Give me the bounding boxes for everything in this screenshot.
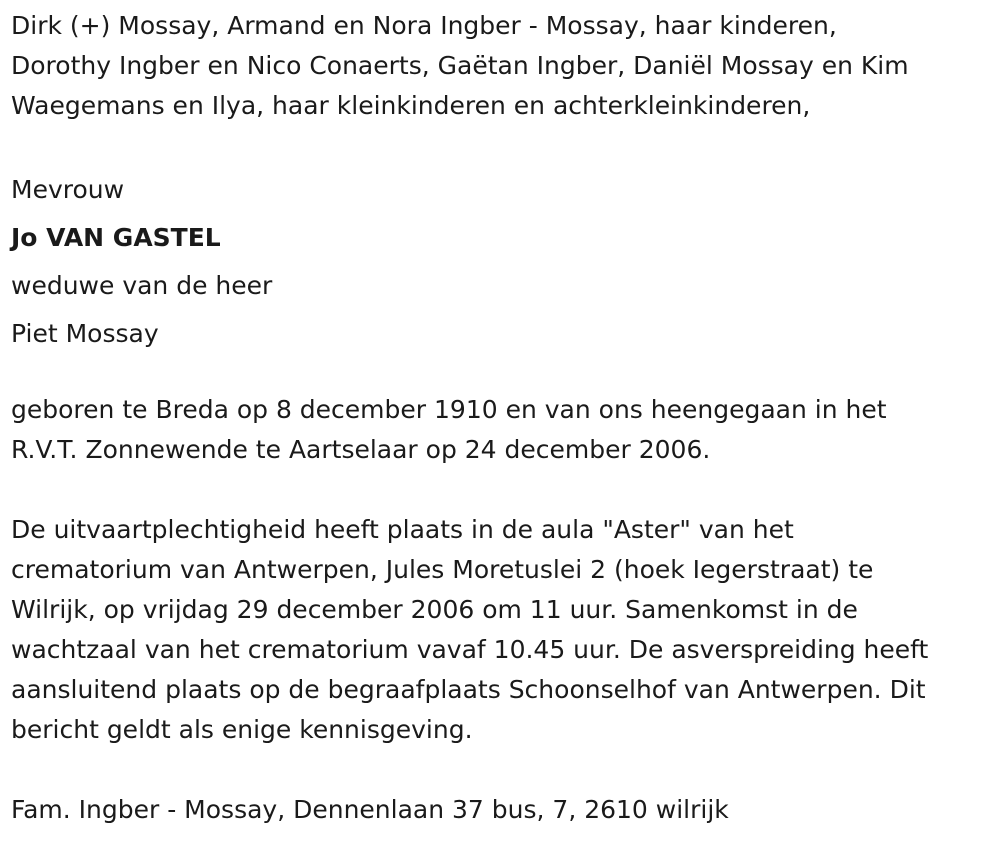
ceremony-line: De uitvaartplechtigheid heeft plaats in de aula "Aster" van het: [11, 515, 794, 544]
deceased-name: Jo VAN GASTEL: [11, 223, 221, 252]
ceremony-line: bericht geldt als enige kennisgeving.: [11, 715, 473, 744]
ceremony-line: aansluitend plaats op de begraafplaats Schoonselhof van Antwerpen. Dit: [11, 675, 926, 704]
obituary-notice: [11, 6, 991, 830]
ceremony-line: wachtzaal van het crematorium vavaf 10.45 uur. De asverspreiding heeft: [11, 635, 929, 664]
family-address: Fam. Ingber - Mossay, Dennenlaan 37 bus, 7, 2610 wilrijk: [11, 795, 729, 824]
intro-line: Dirk (+) Mossay, Armand en Nora Ingber - Mossay, haar kinderen,: [11, 11, 837, 40]
ceremony-paragraph: [11, 510, 991, 750]
salutation: Mevrouw: [11, 175, 125, 204]
spacer: [11, 750, 991, 790]
birth-death-line: geboren te Breda op 8 december 1910 en van ons heengegaan in het: [11, 395, 887, 424]
spouse-name: Piet Mossay: [11, 319, 159, 348]
widow-of-text: weduwe van de heer: [11, 271, 273, 300]
ceremony-line: crematorium van Antwerpen, Jules Moretuslei 2 (hoek Iegerstraat) te: [11, 555, 874, 584]
spacer: [11, 126, 991, 166]
intro-line: Dorothy Ingber en Nico Conaerts, Gaëtan Ingber, Daniël Mossay en Kim: [11, 51, 909, 80]
birth-death-line: R.V.T. Zonnewende te Aartselaar op 24 december 2006.: [11, 435, 711, 464]
spacer: [11, 470, 991, 510]
family-intro: [11, 6, 991, 126]
spacer: [11, 358, 991, 390]
birth-death-paragraph: [11, 390, 991, 470]
ceremony-line: Wilrijk, op vrijdag 29 december 2006 om 11 uur. Samenkomst in de: [11, 595, 858, 624]
intro-line: Waegemans en Ilya, haar kleinkinderen en achterkleinkinderen,: [11, 91, 811, 120]
